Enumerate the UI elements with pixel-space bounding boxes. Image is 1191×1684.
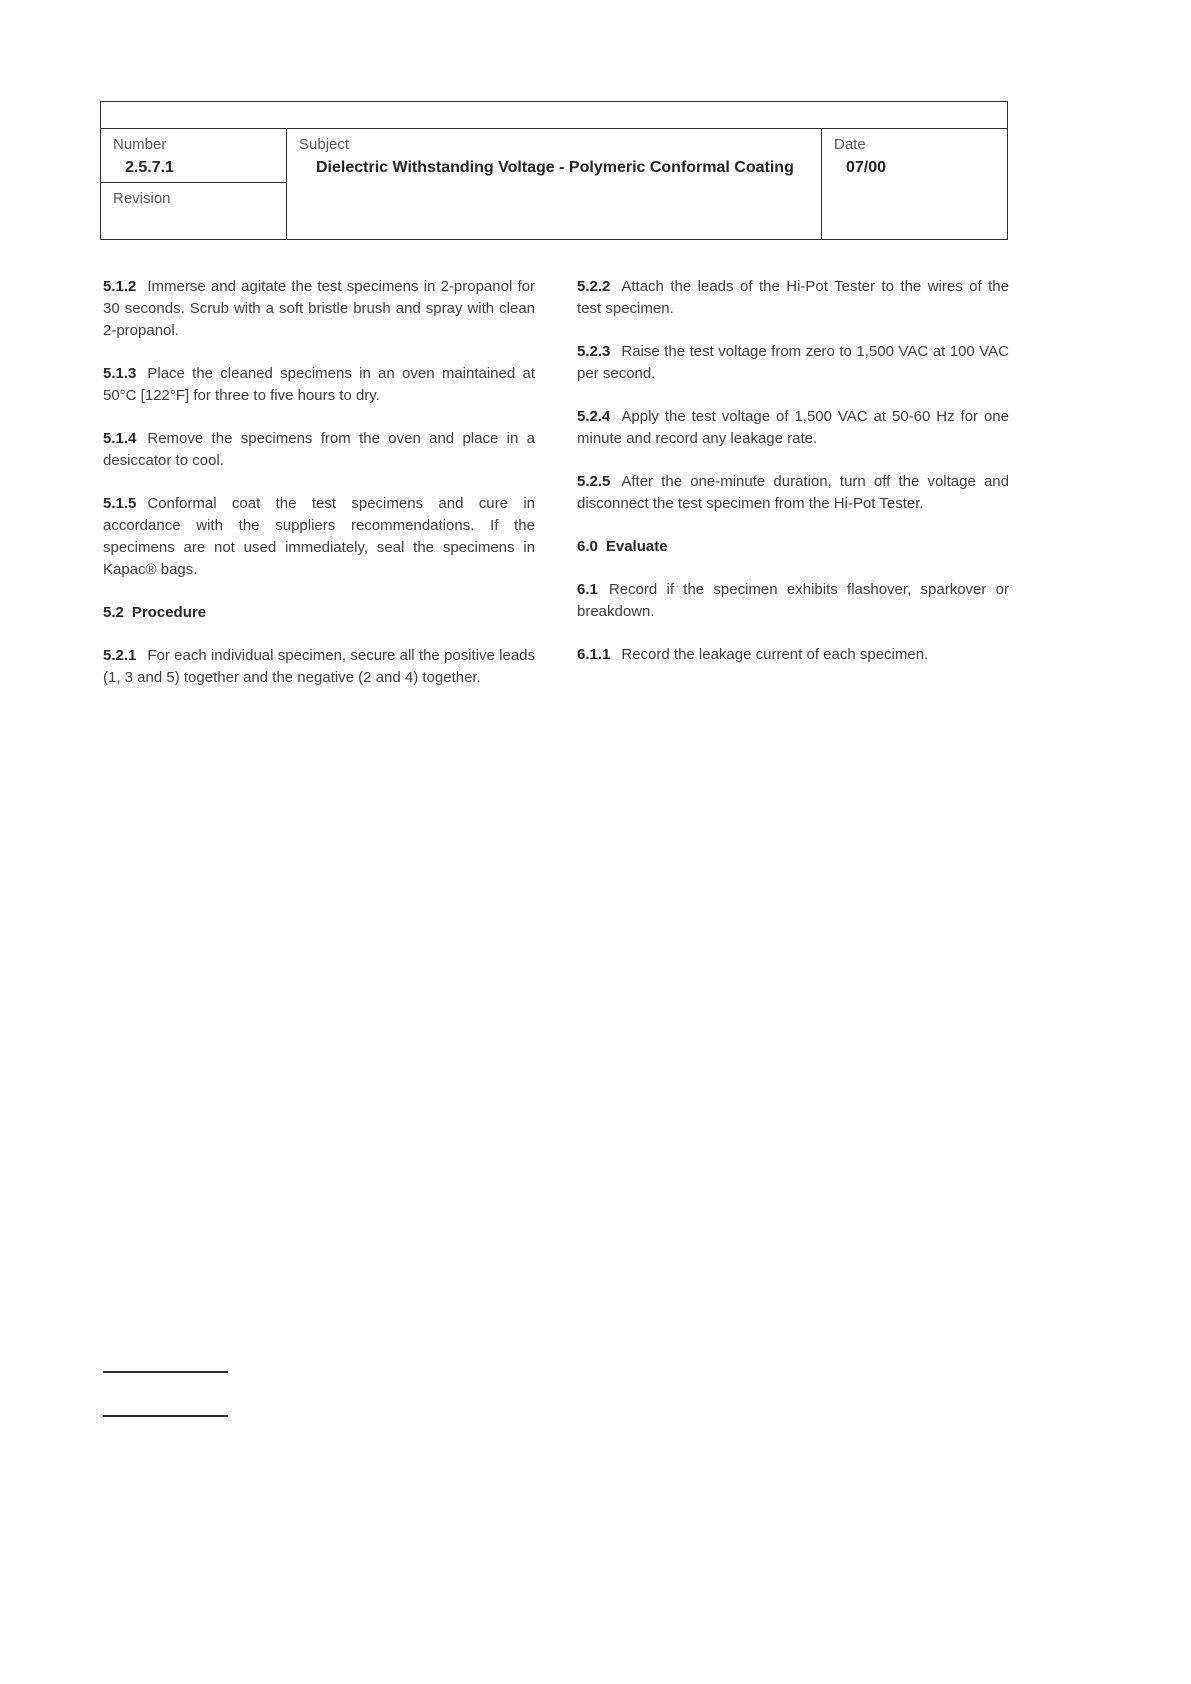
section-heading	[577, 536, 1009, 558]
date-value: 07/00	[846, 159, 887, 176]
paragraph-text: Evaluate	[605, 538, 668, 555]
paragraph-number: 5.1.5	[103, 495, 137, 512]
paragraph-text: Attach the leads of the Hi-Pot Tester to the wires of the test specimen.	[577, 278, 1009, 317]
subject-value: Dielectric Withstanding Voltage - Polymeric Conformal Coating	[316, 159, 794, 176]
paragraph-text: Record the leakage current of each specimen.	[621, 646, 929, 663]
paragraph-text: Procedure	[131, 604, 207, 621]
paragraph-number: 6.0	[577, 538, 598, 555]
number-label: Number	[113, 136, 167, 153]
paragraph	[577, 276, 1009, 320]
stray-line-top	[103, 1371, 228, 1373]
paragraph	[103, 428, 535, 472]
paragraph-text: Record if the specimen exhibits flashover, sparkover or breakdown.	[577, 581, 1009, 620]
paragraph-text: Raise the test voltage from zero to 1,500 VAC at 100 VAC per second.	[577, 343, 1009, 382]
paragraph-text: Place the cleaned specimens in an oven maintained at 50°C [122°F] for three to five hours to dry.	[103, 365, 535, 404]
stray-line-bottom	[103, 1415, 228, 1417]
section-heading	[103, 602, 535, 624]
number-cell	[101, 129, 287, 183]
paragraph-number: 6.1.1	[577, 646, 611, 663]
paragraph-number: 6.1	[577, 581, 598, 598]
paragraph-number: 5.2.4	[577, 408, 611, 425]
paragraph-text: Remove the specimens from the oven and place in a desiccator to cool.	[103, 430, 535, 469]
paragraph	[103, 493, 535, 581]
revision-label: Revision	[113, 190, 171, 207]
paragraph	[577, 406, 1009, 450]
header-table	[100, 101, 1008, 240]
paragraph	[103, 363, 535, 407]
paragraph-number: 5.1.2	[103, 278, 137, 295]
paragraph-text: Conformal coat the test specimens and cure in accordance with the suppliers recommendations. If the specimens are not used immediately, seal the specimens in Kapac® bags.	[103, 495, 535, 578]
paragraph-number: 5.2.3	[577, 343, 611, 360]
date-label: Date	[834, 136, 866, 153]
paragraph-text: After the one-minute duration, turn off the voltage and disconnect the test specimen from the Hi-Pot Tester.	[577, 473, 1009, 512]
paragraph	[103, 276, 535, 342]
paragraph-number: 5.1.4	[103, 430, 137, 447]
subject-cell	[287, 129, 822, 239]
paragraph	[577, 644, 1009, 666]
paragraph	[103, 645, 535, 689]
left-column	[103, 276, 535, 710]
date-cell	[822, 129, 1007, 239]
paragraph-number: 5.2.5	[577, 473, 611, 490]
number-value: 2.5.7.1	[125, 159, 174, 176]
paragraph-text: For each individual specimen, secure all the positive leads (1, 3 and 5) together and the negative (2 and 4) together.	[103, 647, 535, 686]
paragraph-text: Immerse and agitate the test specimens in 2-propanol for 30 seconds. Scrub with a soft bristle brush and spray with clean 2-propanol.	[103, 278, 535, 339]
paragraph-text: Apply the test voltage of 1,500 VAC at 50-60 Hz for one minute and record any leakage rate.	[577, 408, 1009, 447]
revision-cell	[101, 183, 287, 239]
paragraph-number: 5.1.3	[103, 365, 137, 382]
paragraph	[577, 471, 1009, 515]
body-columns	[103, 276, 1010, 710]
paragraph-number: 5.2.1	[103, 647, 137, 664]
header-top-strip	[101, 102, 1007, 129]
subject-label: Subject	[299, 136, 350, 153]
paragraph	[577, 341, 1009, 385]
paragraph	[577, 579, 1009, 623]
paragraph-number: 5.2	[103, 604, 124, 621]
right-column	[577, 276, 1009, 710]
header-grid	[101, 129, 1007, 239]
paragraph-number: 5.2.2	[577, 278, 611, 295]
